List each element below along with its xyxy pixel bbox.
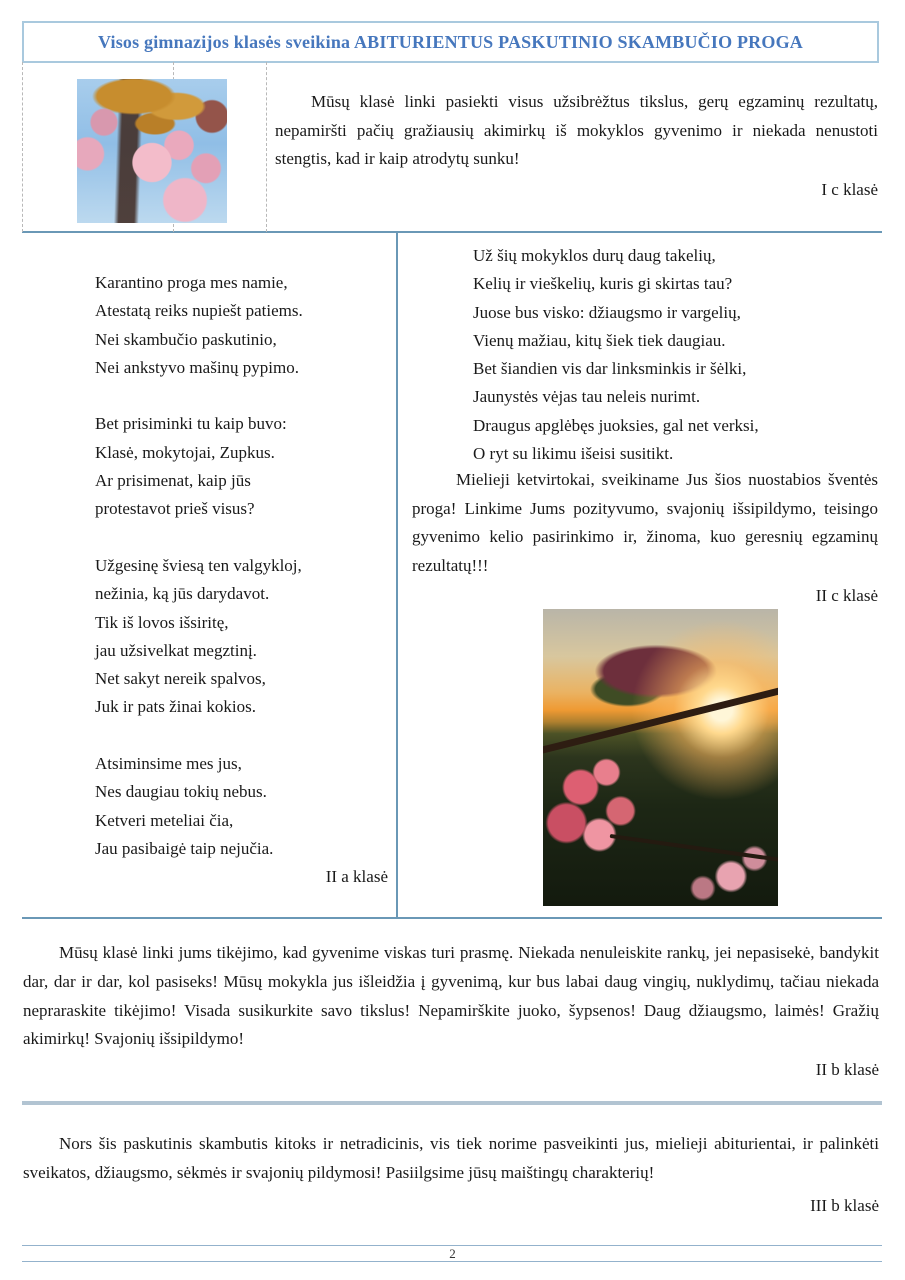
signature-ii-b-klase: II b klasė	[815, 1060, 879, 1079]
poem-line: Nei ankstyvo mašinų pypimo.	[95, 357, 299, 377]
table-gridline	[22, 62, 23, 232]
footer-rule-bottom	[22, 1261, 882, 1262]
section-divider-middle	[22, 917, 882, 919]
header-banner	[22, 21, 879, 63]
table-gridline	[266, 62, 267, 232]
poem-ii-c	[473, 242, 883, 468]
signature-iii-b-klase: III b klasė	[810, 1196, 879, 1215]
column-divider	[396, 231, 398, 919]
poem-line: nežinia, ką jūs darydavot.	[95, 584, 270, 604]
poem-line: Jau pasibaigė taip nejučia.	[95, 838, 274, 858]
poem-line	[95, 382, 395, 410]
section-divider-top	[22, 231, 882, 233]
signature-i-c-klase: I c klasė	[821, 180, 878, 199]
poem-line: Ar prisimenat, kaip jūs	[95, 471, 251, 491]
signature-ii-a-klase: II a klasė	[325, 867, 388, 886]
poem-line: Net sakyt nereik spalvos,	[95, 669, 266, 689]
poem-line: Už šių mokyklos durų daug takelių,	[473, 246, 716, 265]
poem-line: Juose bus visko: džiaugsmo ir vargelių,	[473, 302, 741, 322]
poem-line: Ketveri meteliai čia,	[95, 810, 234, 830]
poem-line: Nes daugiau tokių nebus.	[95, 782, 267, 802]
poem-line	[95, 524, 395, 552]
intro-paragraph: Mūsų klasė linki pasiekti visus užsibrėžtus tikslus, gerų egzaminų rezultatų, nepamiršti pačių gražiausių akimirkų iš mokyklos gyvenimo ir niekada nenustoti stengtis, kad ir kaip atrodytų sunku!	[275, 92, 878, 168]
poem-line: Kelių ir vieškelių, kuris gi skirtas tau?	[473, 274, 733, 294]
page-number: 2	[449, 1246, 456, 1261]
poem-line: protestavot prieš visus?	[95, 499, 255, 519]
poem-line: O ryt su likimu išeisi susitikt.	[473, 444, 674, 464]
poem-line: Klasė, mokytojai, Zupkus.	[95, 442, 275, 462]
section-divider-bottom	[22, 1101, 882, 1105]
poem-line: Užgesinę šviesą ten valgykloj,	[95, 555, 302, 575]
greeting-ii-b-paragraph: Mūsų klasė linki jums tikėjimo, kad gyvenime viskas turi prasmę. Niekada nenuleiskite rankų, jei nepasisekė, bandykit dar, dar ir dar, kol pasiseks! Mūsų mokykla jus išleidžia į gyvenimą, kur bus labai daug vingių, nuklydimų, tačiau niekada nepraraskite tikėjimo! Visada susikurkite savo tikslus! Nepamirškite juoko, šypsenos! Daug džiaugsmo, laimės! Gražių akimirkų! Svajonių išsipildymo!	[23, 943, 879, 1049]
cherry-blossom-photo	[77, 79, 227, 223]
apple-blossom-sunset-photo	[543, 609, 778, 906]
poem-ii-a	[95, 269, 395, 863]
poem-line: Atestatą reiks nupiešt patiems.	[95, 301, 303, 321]
poem-line: Jaunystės vėjas tau neleis nurimt.	[473, 387, 701, 407]
poem-line: Karantino proga mes namie,	[95, 273, 288, 292]
poem-line: Nei skambučio paskutinio,	[95, 329, 277, 349]
poem-line	[95, 722, 395, 750]
poem-line: Bet prisiminki tu kaip buvo:	[95, 414, 287, 434]
poem-line: Juk ir pats žinai kokios.	[95, 697, 257, 717]
poem-line: Atsiminsime mes jus,	[95, 754, 242, 774]
poem-line: Draugus apglėbęs juoksies, gal net verksi,	[473, 415, 759, 435]
poem-line: jau užsivelkat megztinį.	[95, 640, 257, 660]
poem-line: Bet šiandien vis dar linksminkis ir šėlki,	[473, 359, 747, 379]
signature-ii-c-klase: II c klasė	[815, 586, 878, 605]
page-title: Visos gimnazijos klasės sveikina ABITURIENTUS PASKUTINIO SKAMBUČIO PROGA	[97, 31, 803, 52]
poem-line: Tik iš lovos išsiritę,	[95, 612, 229, 632]
poem-line: Vienų mažiau, kitų šiek tiek daugiau.	[473, 330, 726, 350]
greeting-iii-b-paragraph: Nors šis paskutinis skambutis kitoks ir netradicinis, vis tiek norime pasveikinti jus, mielieji abiturientai, ir palinkėti sveikatos, džiaugsmo, sėkmės ir svajonių pildymosi! Pasiilgsime jūsų maištingų charakterių!	[23, 1134, 879, 1182]
greeting-ii-c-paragraph: Mielieji ketvirtokai, sveikiname Jus šios nuostabios šventės proga! Linkime Jums pozityvumo, svajonių išsipildymo, teisingo gyvenimo kelio pasirinkimo ir, žinoma, kuo geresnių egzaminų rezultatų!!!	[412, 470, 878, 575]
